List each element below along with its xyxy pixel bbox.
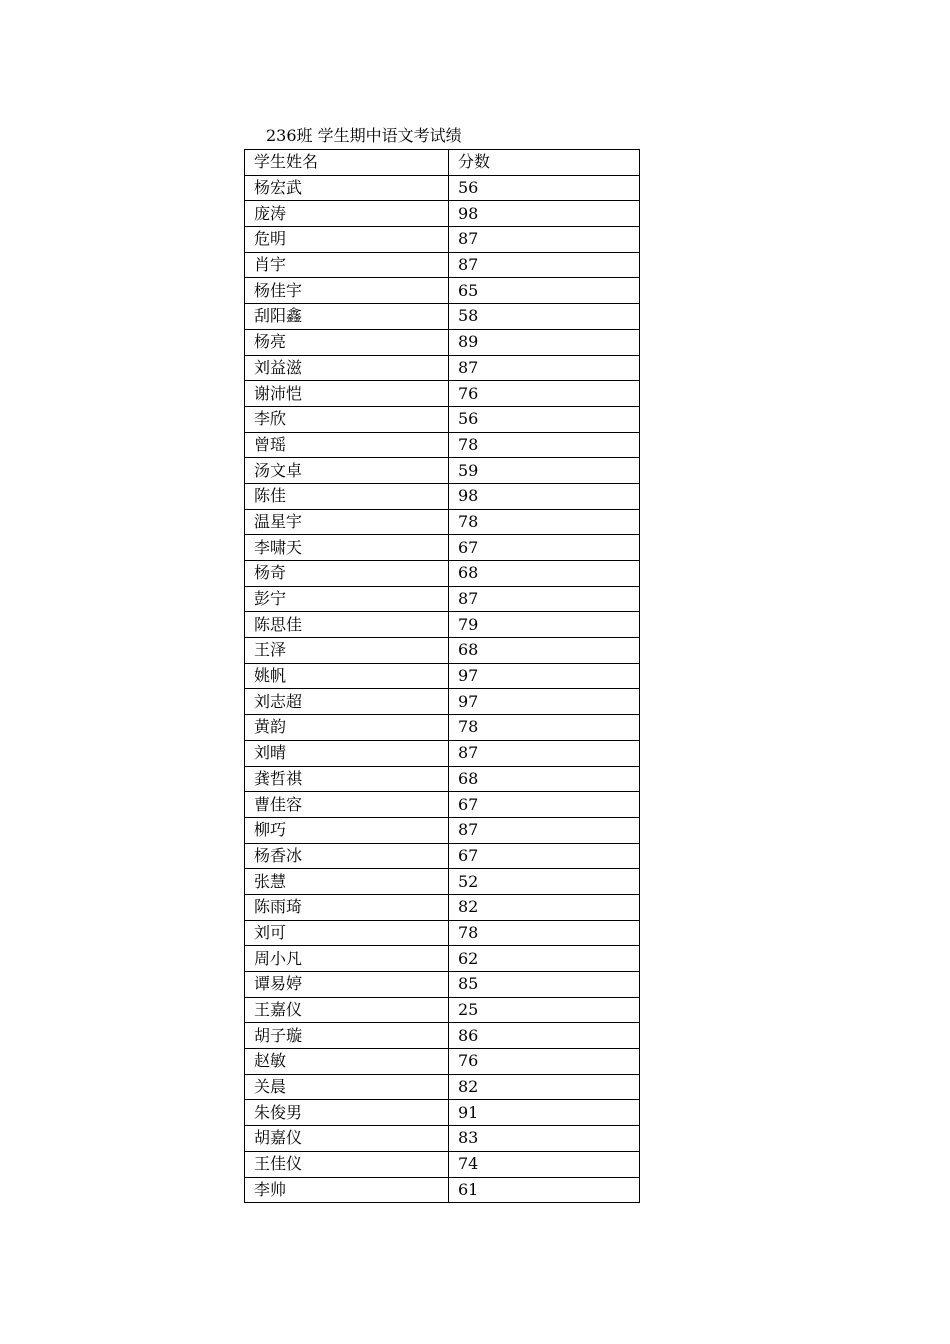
header-score: 分数 (449, 150, 640, 176)
score-cell: 83 (449, 1126, 640, 1152)
table-row (245, 406, 640, 432)
score-cell: 97 (449, 663, 640, 689)
student-name-cell: 朱俊男 (245, 1100, 449, 1126)
table-row (245, 1049, 640, 1075)
score-cell: 82 (449, 1074, 640, 1100)
student-name-cell: 胡子璇 (245, 1023, 449, 1049)
student-name-cell: 谭易婷 (245, 972, 449, 998)
table-row (245, 997, 640, 1023)
table-row (245, 561, 640, 587)
student-name-cell: 赵敏 (245, 1049, 449, 1075)
header-student-name: 学生姓名 (245, 150, 449, 176)
table-row (245, 946, 640, 972)
table-row (245, 843, 640, 869)
student-name-cell: 曹佳容 (245, 792, 449, 818)
table-row (245, 715, 640, 741)
student-name-cell: 姚帆 (245, 663, 449, 689)
table-row (245, 535, 640, 561)
student-name-cell: 刘益滋 (245, 355, 449, 381)
score-cell: 98 (449, 483, 640, 509)
score-cell: 78 (449, 509, 640, 535)
table-row (245, 1074, 640, 1100)
student-name-cell: 关晨 (245, 1074, 449, 1100)
table-row (245, 432, 640, 458)
score-table (244, 149, 640, 1203)
student-name-cell: 谢沛恺 (245, 381, 449, 407)
table-row (245, 458, 640, 484)
table-row (245, 689, 640, 715)
student-name-cell: 肖宇 (245, 252, 449, 278)
score-cell: 91 (449, 1100, 640, 1126)
student-name-cell: 刮阳鑫 (245, 304, 449, 330)
table-row (245, 586, 640, 612)
score-cell: 68 (449, 638, 640, 664)
student-name-cell: 庞涛 (245, 201, 449, 227)
score-cell: 78 (449, 920, 640, 946)
student-name-cell: 刘可 (245, 920, 449, 946)
score-cell: 25 (449, 997, 640, 1023)
score-cell: 76 (449, 1049, 640, 1075)
table-row (245, 1100, 640, 1126)
student-name-cell: 汤文卓 (245, 458, 449, 484)
table-row (245, 1177, 640, 1203)
score-cell: 52 (449, 869, 640, 895)
table-row (245, 972, 640, 998)
table-row (245, 638, 640, 664)
student-name-cell: 王嘉仪 (245, 997, 449, 1023)
table-row (245, 278, 640, 304)
table-row (245, 381, 640, 407)
student-name-cell: 刘志超 (245, 689, 449, 715)
table-body (245, 175, 640, 1203)
score-cell: 68 (449, 766, 640, 792)
table-row (245, 1126, 640, 1152)
table-row (245, 894, 640, 920)
table-row (245, 201, 640, 227)
score-cell: 67 (449, 792, 640, 818)
table-row (245, 663, 640, 689)
student-name-cell: 杨奇 (245, 561, 449, 587)
score-cell: 78 (449, 432, 640, 458)
student-name-cell: 张慧 (245, 869, 449, 895)
score-cell: 87 (449, 355, 640, 381)
student-name-cell: 危明 (245, 227, 449, 253)
score-cell: 87 (449, 252, 640, 278)
score-cell: 65 (449, 278, 640, 304)
student-name-cell: 王佳仪 (245, 1151, 449, 1177)
table-row (245, 175, 640, 201)
table-row (245, 509, 640, 535)
student-name-cell: 杨佳宇 (245, 278, 449, 304)
score-cell: 87 (449, 586, 640, 612)
table-row (245, 355, 640, 381)
table-row (245, 483, 640, 509)
table-row (245, 612, 640, 638)
student-name-cell: 龚哲祺 (245, 766, 449, 792)
score-cell: 59 (449, 458, 640, 484)
table-row (245, 792, 640, 818)
table-row (245, 869, 640, 895)
student-name-cell: 李帅 (245, 1177, 449, 1203)
table-row (245, 817, 640, 843)
student-name-cell: 曾瑶 (245, 432, 449, 458)
document-title: 236班 学生期中语文考试绩 (266, 126, 462, 145)
score-cell: 86 (449, 1023, 640, 1049)
score-cell: 56 (449, 406, 640, 432)
table-row (245, 920, 640, 946)
table-row (245, 227, 640, 253)
student-name-cell: 柳巧 (245, 817, 449, 843)
table-header-row (245, 150, 640, 176)
student-name-cell: 陈思佳 (245, 612, 449, 638)
student-name-cell: 王泽 (245, 638, 449, 664)
score-cell: 78 (449, 715, 640, 741)
score-cell: 89 (449, 329, 640, 355)
score-cell: 98 (449, 201, 640, 227)
score-cell: 62 (449, 946, 640, 972)
table-row (245, 740, 640, 766)
student-name-cell: 彭宁 (245, 586, 449, 612)
score-cell: 87 (449, 740, 640, 766)
student-name-cell: 李啸天 (245, 535, 449, 561)
score-cell: 67 (449, 535, 640, 561)
table-row (245, 766, 640, 792)
student-name-cell: 陈雨琦 (245, 894, 449, 920)
student-name-cell: 周小凡 (245, 946, 449, 972)
student-name-cell: 胡嘉仪 (245, 1126, 449, 1152)
table-row (245, 1151, 640, 1177)
student-name-cell: 陈佳 (245, 483, 449, 509)
score-cell: 68 (449, 561, 640, 587)
score-cell: 97 (449, 689, 640, 715)
table-row (245, 304, 640, 330)
score-cell: 87 (449, 227, 640, 253)
score-cell: 67 (449, 843, 640, 869)
table-row (245, 252, 640, 278)
score-cell: 61 (449, 1177, 640, 1203)
score-cell: 82 (449, 894, 640, 920)
score-cell: 74 (449, 1151, 640, 1177)
score-cell: 85 (449, 972, 640, 998)
student-name-cell: 刘晴 (245, 740, 449, 766)
score-cell: 56 (449, 175, 640, 201)
student-name-cell: 温星宇 (245, 509, 449, 535)
student-name-cell: 杨宏武 (245, 175, 449, 201)
score-cell: 58 (449, 304, 640, 330)
student-name-cell: 李欣 (245, 406, 449, 432)
table-row (245, 329, 640, 355)
score-cell: 76 (449, 381, 640, 407)
score-cell: 79 (449, 612, 640, 638)
student-name-cell: 杨香冰 (245, 843, 449, 869)
table-row (245, 1023, 640, 1049)
student-name-cell: 黄韵 (245, 715, 449, 741)
score-cell: 87 (449, 817, 640, 843)
student-name-cell: 杨亮 (245, 329, 449, 355)
